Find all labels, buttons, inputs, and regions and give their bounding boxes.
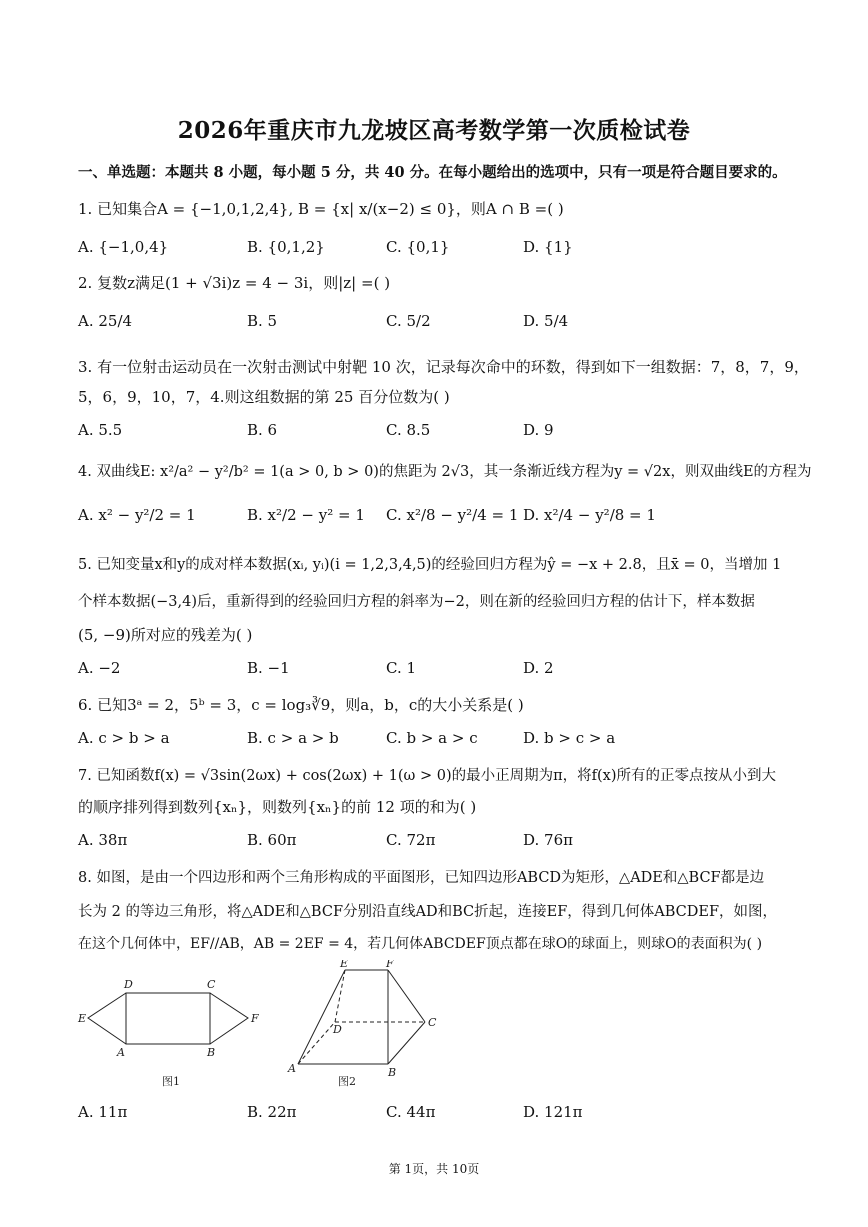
q6-option-c: C. b > a > c: [386, 729, 478, 747]
fig1-label-a: A: [117, 1046, 125, 1059]
q6-option-d: D. b > c > a: [523, 729, 616, 747]
q1-option-c: C. {0,1}: [386, 238, 450, 256]
q5-option-c: C. 1: [386, 659, 417, 677]
q4-option-a: A. x² − y²/2 = 1: [78, 506, 196, 524]
question-3-stem-line2: 5，6，9，10，7，4.则这组数据的第 25 百分位数为( ): [78, 388, 450, 406]
q2-option-d: D. 5/4: [523, 312, 569, 330]
q3-option-a: A. 5.5: [78, 421, 123, 439]
q7-option-a: A. 38π: [78, 831, 128, 849]
q3-option-c: C. 8.5: [386, 421, 431, 439]
page-title: 2026年重庆市九龙坡区高考数学第一次质检试卷: [177, 117, 691, 144]
q4-option-d: D. x²/4 − y²/8 = 1: [523, 506, 656, 524]
page-footer: 第 1页，共 10页: [388, 1162, 480, 1176]
figure-1: [88, 993, 248, 1044]
q1-option-b: B. {0,1,2}: [247, 238, 325, 256]
q3-option-b: B. 6: [247, 421, 278, 439]
q1-option-d: D. {1}: [523, 238, 573, 256]
q8-option-c: C. 44π: [386, 1103, 436, 1121]
question-8-stem-line2: 长为 2 的等边三角形，将△ADE和△BCF分别沿直线AD和BC折起，连接EF，得到几何体ABCDEF，如图，: [78, 904, 778, 920]
geometry-figures: [70, 960, 590, 1100]
fig1-label-d: D: [124, 978, 133, 991]
question-7-stem-line1: 7. 已知函数f(x) = √3sin(2ωx) + cos(2ωx) + 1(ω > 0)的最小正周期为π，将f(x)所有的正零点按从小到大: [78, 768, 777, 784]
figure-2: [298, 970, 425, 1064]
question-3-stem-line1: 3. 有一位射击运动员在一次射击测试中射靶 10 次，记录每次命中的环数，得到如下一组数据：7，8，7，9，: [78, 358, 809, 376]
q1-option-a: A. {−1,0,4}: [78, 238, 169, 256]
q6-option-b: B. c > a > b: [247, 729, 339, 747]
figure-svg: [70, 960, 590, 1100]
question-6-stem: 6. 已知3ᵃ = 2，5ᵇ = 3，c = log₃∛9，则a，b，c的大小关系是( ): [78, 696, 524, 714]
fig2-edge-ae: [298, 970, 345, 1064]
question-7-stem-line2: 的顺序排列得到数列{xₙ}，则数列{xₙ}的前 12 项的和为( ): [78, 798, 477, 816]
q7-option-d: D. 76π: [523, 831, 573, 849]
question-5-stem-line2: 个样本数据(−3,4)后，重新得到的经验回归方程的斜率为−2，则在新的经验回归方程的估计下，样本数据: [78, 594, 755, 610]
q4-option-c: C. x²/8 − y²/4 = 1: [386, 506, 519, 524]
fig2-edge-bc: [388, 1022, 425, 1064]
q5-option-b: B. −1: [247, 659, 290, 677]
q8-option-b: B. 22π: [247, 1103, 297, 1121]
fig2-label-f: F: [386, 960, 394, 970]
q7-option-b: B. 60π: [247, 831, 297, 849]
q2-option-b: B. 5: [247, 312, 278, 330]
fig2-label-e: E: [340, 960, 349, 970]
fig2-label-b: B: [388, 1066, 397, 1079]
fig2-edge-ad: [298, 1022, 335, 1064]
fig1-label-b: B: [207, 1046, 216, 1059]
q4-option-b: B. x²/2 − y² = 1: [247, 506, 365, 524]
q7-option-c: C. 72π: [386, 831, 436, 849]
q3-option-d: D. 9: [523, 421, 554, 439]
q6-option-a: A. c > b > a: [78, 729, 170, 747]
q2-option-c: C. 5/2: [386, 312, 431, 330]
fig1-caption: 图1: [162, 1075, 180, 1088]
fig2-caption: 图2: [338, 1075, 356, 1088]
question-2-stem: 2. 复数z满足(1 + √3i)z = 4 − 3i，则|z| =( ): [78, 274, 391, 292]
section-heading: 一、单选题：本题共 8 小题，每小题 5 分，共 40 分。在每小题给出的选项中，只有一项是符合题目要求的。: [78, 164, 787, 181]
fig2-edge-ed: [335, 970, 345, 1022]
question-5-stem-line3: (5, −9)所对应的残差为( ): [78, 626, 253, 644]
q5-option-a: A. −2: [78, 659, 121, 677]
question-1-stem: 1. 已知集合A = {−1,0,1,2,4}, B = {x| x/(x−2) ≤ 0}，则A ∩ B =( ): [78, 200, 564, 218]
question-8-stem-line3: 在这个几何体中，EF//AB，AB = 2EF = 4，若几何体ABCDEF顶点都在球O的球面上，则球O的表面积为( ): [78, 936, 763, 952]
q5-option-d: D. 2: [523, 659, 554, 677]
fig2-edge-fc: [388, 970, 425, 1022]
q8-option-a: A. 11π: [78, 1103, 128, 1121]
question-4-stem: 4. 双曲线E: x²/a² − y²/b² = 1(a > 0, b > 0)的焦距为 2√3，其一条渐近线方程为y = √2x，则双曲线E的方程为: [78, 464, 812, 480]
q2-option-a: A. 25/4: [78, 312, 133, 330]
q8-option-d: D. 121π: [523, 1103, 583, 1121]
fig2-label-a: A: [288, 1062, 296, 1075]
fig2-label-d: D: [333, 1023, 342, 1036]
fig2-label-c: C: [428, 1016, 437, 1029]
fig1-triangle-bcf: [210, 993, 248, 1044]
fig1-label-f: F: [251, 1012, 259, 1025]
fig1-rectangle-abcd: [126, 993, 210, 1044]
fig1-label-c: C: [207, 978, 216, 991]
fig1-label-e: E: [78, 1012, 87, 1025]
question-5-stem-line1: 5. 已知变量x和y的成对样本数据(xᵢ, yᵢ)(i = 1,2,3,4,5)的经验回归方程为ŷ = −x + 2.8，且x̄ = 0，当增加 1: [78, 557, 782, 573]
question-8-stem-line1: 8. 如图，是由一个四边形和两个三角形构成的平面图形，已知四边形ABCD为矩形，△ADE和△BCF都是边: [78, 870, 765, 886]
fig1-triangle-ade: [88, 993, 126, 1044]
